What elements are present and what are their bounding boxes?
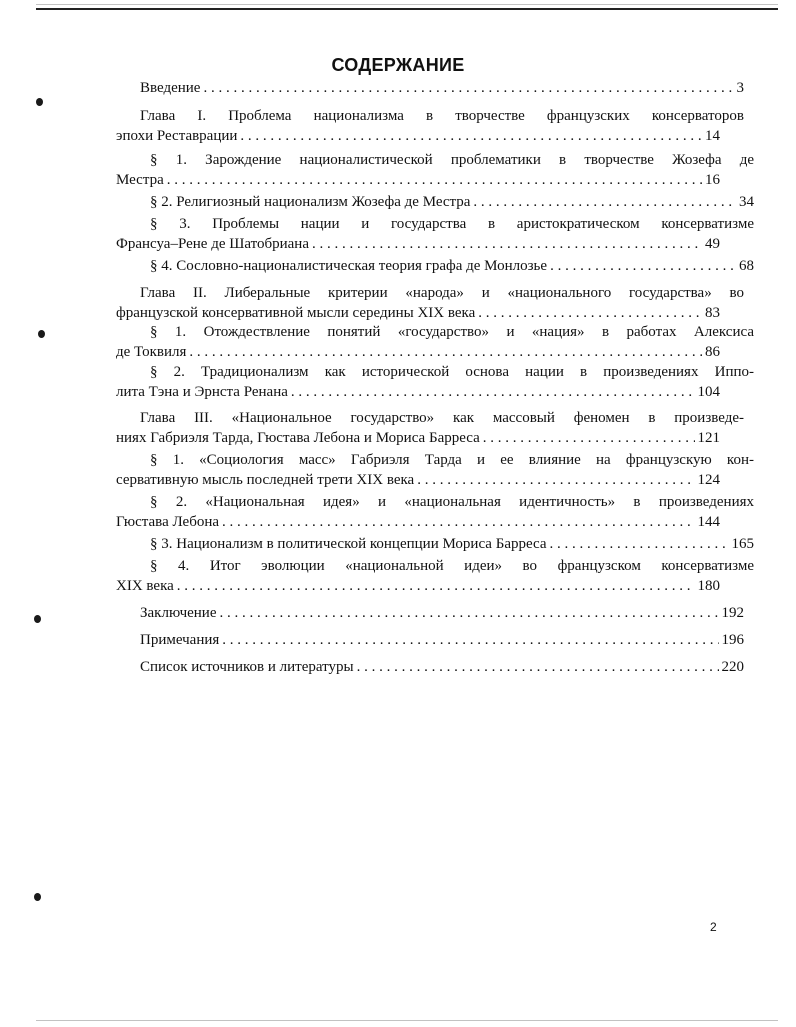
toc-entry-ch3-sec1-line1[interactable] bbox=[116, 450, 754, 470]
page-title: СОДЕРЖАНИЕ bbox=[331, 55, 465, 75]
toc-entry-label: § 4. Сословно-националистическая теория графа де Монлозье bbox=[150, 258, 548, 274]
leader-dots bbox=[222, 512, 694, 532]
leader-dots bbox=[357, 657, 719, 677]
toc-entry-ch2-sec1[interactable] bbox=[116, 342, 720, 362]
toc-entry-label: § 2. Традиционализм как исторической основа нации в произведениях Иппо- bbox=[150, 364, 754, 380]
toc-entry-ch1-sec1[interactable] bbox=[116, 170, 720, 190]
toc-entry-ch3-sec3[interactable] bbox=[116, 534, 754, 554]
toc-entry-ch3-sec4-line1[interactable] bbox=[116, 556, 754, 576]
toc-entry-page: 121 bbox=[697, 430, 720, 446]
toc-entry-label: Глава I. Проблема национализма в творчестве французских консерваторов bbox=[140, 108, 744, 124]
toc-entry-chapter-2[interactable] bbox=[116, 303, 720, 323]
toc-entry-label: Гюстава Лебона bbox=[116, 514, 220, 530]
toc-entry-label: § 1. Зарождение националистической проблематики в творчестве Жозефа де bbox=[150, 152, 754, 168]
toc-entry-chapter-3[interactable] bbox=[116, 428, 720, 448]
binder-hole-mark bbox=[34, 615, 41, 623]
leader-dots bbox=[222, 630, 718, 650]
toc-entry-label: § 3. Национализм в политической концепции Мориса Барреса bbox=[150, 536, 547, 552]
toc-entry-label: Заключение bbox=[140, 605, 217, 621]
leader-dots bbox=[240, 126, 702, 146]
leader-dots bbox=[291, 382, 695, 402]
toc-entry-page: 196 bbox=[721, 632, 744, 648]
toc-entry-page: 180 bbox=[697, 578, 720, 594]
toc-entry-label: § 1. «Социология масс» Габриэля Тарда и ее влияние на французскую кон- bbox=[150, 452, 754, 468]
scan-edge-line bbox=[36, 4, 778, 5]
toc-entry-ch3-sec2-line1[interactable] bbox=[116, 492, 754, 512]
toc-entry-label: Глава III. «Национальное государство» как массовый феномен в произведе- bbox=[140, 410, 744, 426]
toc-entry-page: 124 bbox=[697, 472, 720, 488]
leader-dots bbox=[177, 576, 695, 596]
toc-entry-ch3-sec2[interactable] bbox=[116, 512, 720, 532]
leader-dots bbox=[220, 603, 719, 623]
toc-entry-page: 14 bbox=[705, 128, 720, 144]
toc-entry-notes[interactable] bbox=[116, 630, 744, 650]
page-number: 2 bbox=[710, 920, 717, 934]
top-rule bbox=[36, 8, 778, 10]
toc-entry-ch2-sec2[interactable] bbox=[116, 382, 720, 402]
toc-entry-chapter-1-line1[interactable] bbox=[116, 106, 744, 126]
leader-dots bbox=[189, 342, 702, 362]
toc-entry-bibliography[interactable] bbox=[116, 657, 744, 677]
toc-entry-page: 144 bbox=[697, 514, 720, 530]
toc-entry-page: 104 bbox=[697, 384, 720, 400]
toc-entry-page: 34 bbox=[739, 194, 754, 210]
toc-entry-chapter-2-line1[interactable] bbox=[116, 283, 744, 303]
binder-hole-mark bbox=[36, 98, 43, 106]
toc-entry-page: 220 bbox=[721, 659, 744, 675]
toc-entry-label: Франсуа–Рене де Шатобриана bbox=[116, 236, 309, 252]
toc-entry-chapter-3-line1[interactable] bbox=[116, 408, 744, 428]
toc-entry-label: Примечания bbox=[140, 632, 220, 648]
toc-entry-page: 165 bbox=[731, 536, 754, 552]
toc-entry-label: § 1. Отождествление понятий «государство» и «нация» в работах Алексиса bbox=[150, 324, 754, 340]
binder-hole-mark bbox=[34, 893, 41, 901]
toc-entry-label: Список источников и литературы bbox=[140, 659, 354, 675]
leader-dots bbox=[312, 234, 702, 254]
toc-entry-chapter-1[interactable] bbox=[116, 126, 720, 146]
toc-entry-ch1-sec4[interactable] bbox=[116, 256, 754, 276]
toc-entry-label: эпохи Реставрации bbox=[116, 128, 238, 144]
leader-dots bbox=[550, 534, 729, 554]
toc-entry-ch3-sec4[interactable] bbox=[116, 576, 720, 596]
toc-entry-ch1-sec3[interactable] bbox=[116, 234, 720, 254]
toc-entry-label: § 4. Итог эволюции «национальной идеи» во французском консерватизме bbox=[150, 558, 754, 574]
toc-entry-page: 68 bbox=[739, 258, 754, 274]
toc-entry-label: XIX века bbox=[116, 578, 174, 594]
toc-entry-page: 192 bbox=[721, 605, 744, 621]
bottom-scan-edge bbox=[36, 1020, 778, 1021]
toc-entry-page: 83 bbox=[705, 305, 720, 321]
toc-entry-page: 86 bbox=[705, 344, 720, 360]
toc-entry-label: сервативную мысль последней трети XIX века bbox=[116, 472, 415, 488]
toc-entry-ch2-sec2-line1[interactable] bbox=[116, 362, 754, 382]
leader-dots bbox=[483, 428, 695, 448]
toc-entry-label: французской консервативной мысли середины XIX века bbox=[116, 305, 476, 321]
toc-entry-label: § 2. «Национальная идея» и «национальная идентичность» в произведениях bbox=[150, 494, 754, 510]
toc-entry-page: 16 bbox=[705, 172, 720, 188]
toc-entry-ch1-sec2[interactable] bbox=[116, 192, 754, 212]
toc-entry-conclusion[interactable] bbox=[116, 603, 744, 623]
toc-entry-label: де Токвиля bbox=[116, 344, 187, 360]
toc-entry-label: § 3. Проблемы нации и государства в аристократическом консерватизме bbox=[150, 216, 754, 232]
toc-entry-label: Глава II. Либеральные критерии «народа» и «национального государства» во bbox=[140, 285, 744, 301]
toc-entry-label: Введение bbox=[140, 80, 201, 96]
leader-dots bbox=[203, 78, 733, 98]
toc-entry-label: Местра bbox=[116, 172, 164, 188]
toc-entry-page: 49 bbox=[705, 236, 720, 252]
leader-dots bbox=[417, 470, 694, 490]
toc-entry-introduction[interactable] bbox=[116, 78, 744, 98]
binder-hole-mark bbox=[38, 330, 45, 338]
toc-entry-label: лита Тэна и Эрнста Ренана bbox=[116, 384, 288, 400]
toc-entry-ch1-sec1-line1[interactable] bbox=[116, 150, 754, 170]
toc-entry-page: 3 bbox=[736, 80, 744, 96]
leader-dots bbox=[550, 256, 736, 276]
toc-entry-ch2-sec1-line1[interactable] bbox=[116, 322, 754, 342]
toc-entry-label: § 2. Религиозный национализм Жозефа де Местра bbox=[150, 194, 471, 210]
leader-dots bbox=[473, 192, 736, 212]
toc-entry-label: ниях Габриэля Тарда, Гюстава Лебона и Мориса Барреса bbox=[116, 430, 480, 446]
toc-entry-ch3-sec1[interactable] bbox=[116, 470, 720, 490]
leader-dots bbox=[167, 170, 702, 190]
toc-entry-ch1-sec3-line1[interactable] bbox=[116, 214, 754, 234]
leader-dots bbox=[478, 303, 702, 323]
